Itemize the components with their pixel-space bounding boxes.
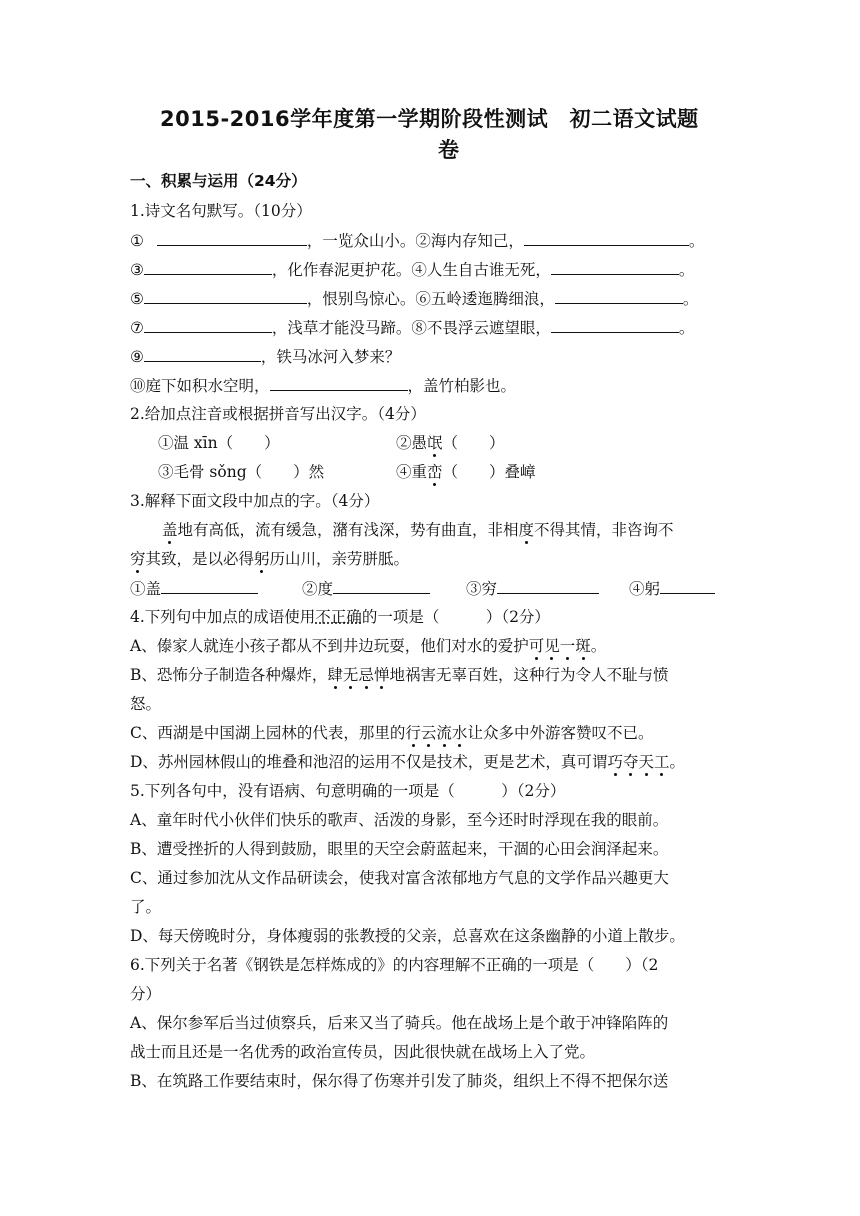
question-5-option-d: D、每天傍晚时分，身体瘦弱的张教授的父亲，总喜欢在这条幽静的小道上散步。 <box>130 927 685 945</box>
question-5-option-c: C、通过参加沈从文作品研读会，使我对富含浓郁地方气息的文学作品兴趣更大 <box>130 869 669 887</box>
text: 地祸害无辜百姓，这种行为令人不耻与愤 <box>389 666 669 684</box>
line-text: ，一览众山小。②海内存知己， <box>306 232 524 250</box>
dotted-char: 躬 <box>254 550 270 568</box>
page-title <box>160 104 750 166</box>
answer-label: ①盖 <box>130 580 162 598</box>
dotted-char: 行 <box>405 724 421 742</box>
dotted-char: 流 <box>436 724 452 742</box>
dotted-char: 夺 <box>622 753 639 771</box>
question-1-line-6 <box>130 374 516 397</box>
dotted-idiom <box>529 637 591 655</box>
title-line-1: 2015-2016学年度第一学期阶段性测试 初二语文试题 <box>160 107 699 131</box>
question-3-answers <box>130 577 715 600</box>
dotted-char: 盖 <box>162 521 178 539</box>
dotted-char: 工 <box>653 753 670 771</box>
question-2-stem: 2.给加点注音或根据拼音写出汉字。（4分） <box>130 405 426 423</box>
dotted-char: 度 <box>518 521 535 539</box>
line-end: 。 <box>682 290 699 308</box>
dotted-char: 穷 <box>130 550 146 568</box>
dotted-idiom <box>607 753 669 771</box>
dotted-char: 无 <box>342 666 359 684</box>
passage-line-1 <box>162 519 674 541</box>
answer-label: ③穷 <box>466 580 498 598</box>
line-text: ，盖竹柏影也。 <box>407 377 517 395</box>
question-3-stem: 3.解释下面文段中加点的字。（4分） <box>130 492 380 510</box>
line-end: 。 <box>688 232 705 250</box>
dotted-char: 氓 <box>427 434 443 452</box>
answer-label: ②度 <box>302 580 334 598</box>
answer-blank[interactable] <box>497 577 599 594</box>
dotted-char: 天 <box>638 753 654 771</box>
line-text: ，铁马冰河入梦来？ <box>260 348 401 366</box>
text: C、西湖是中国湖上园林的代表，那里的 <box>130 724 406 742</box>
dotted-char: 可 <box>528 637 545 655</box>
question-5-option-a: A、童年时代小伙伴们快乐的歌声、活泼的身影，至今还时时浮现在我的眼前。 <box>130 811 669 829</box>
text: 。 <box>669 753 686 771</box>
line-end: 。 <box>678 319 695 337</box>
question-5-option-b: B、遭受挫折的人得到鼓励，眼里的天空会蔚蓝起来，干涸的心田会润泽起来。 <box>130 840 669 858</box>
text: 不得其情，非咨询不 <box>534 521 674 539</box>
question-4-option-c <box>130 722 653 744</box>
text: A、傣家人就连小孩子都从不到井边玩耍，他们对水的爱护 <box>130 637 529 655</box>
question-1-line-5 <box>130 345 400 368</box>
answer-blank[interactable] <box>144 258 272 275</box>
section-heading: 一、积累与运用（24分） <box>130 172 307 190</box>
dotted-char: 斑 <box>575 637 591 655</box>
question-6-option-b: B、在筑路工作要结束时，保尔得了伤寒并引发了肺炎，组织上不得不把保尔送 <box>130 1072 669 1090</box>
text: 的一项是（ ）（2分） <box>361 608 550 626</box>
question-6-stem: 6.下列关于名著《钢铁是怎样炼成的》的内容理解不正确的一项是（ ）（2 <box>130 956 659 974</box>
answer-blank[interactable] <box>161 577 258 594</box>
dotted-idiom <box>405 724 467 742</box>
question-1-line-2 <box>130 258 694 281</box>
question-6-stem-cont: 分） <box>130 985 162 1003</box>
answer-blank[interactable] <box>333 577 430 594</box>
answer-blank[interactable] <box>270 374 408 391</box>
line-end: 。 <box>678 261 695 279</box>
question-6-option-a-cont: 战士而且还是一名优秀的政治宣传员，因此很快就在战场上入了党。 <box>130 1043 596 1061</box>
dotted-idiom <box>327 666 389 684</box>
dotted-char: 水 <box>451 724 468 742</box>
text: B、恐怖分子制造各种爆炸， <box>130 666 328 684</box>
dotted-char: 一 <box>559 637 576 655</box>
text: 。 <box>590 637 607 655</box>
emphasis-text: 不正确 <box>315 608 362 626</box>
text: 历山川，亲劳胼胝。 <box>269 550 410 568</box>
dotted-char: 云 <box>420 724 437 742</box>
answer-blank[interactable] <box>144 345 261 362</box>
dotted-char: 巧 <box>607 753 623 771</box>
text: 让众多中外游客赞叹不已。 <box>467 724 654 742</box>
text: ④重 <box>396 463 428 481</box>
passage-line-2 <box>130 548 409 570</box>
question-2-item-c: ③毛骨 sǒng（ ）然 <box>158 463 325 481</box>
question-5-stem: 5.下列各句中，没有语病、句意明确的一项是（ ）（2分） <box>130 782 566 800</box>
line-text: ，恨别鸟惊心。⑥五岭逶迤腾细浪， <box>306 290 555 308</box>
line-text: ⑩庭下如积水空明， <box>130 377 270 395</box>
question-1-line-1 <box>130 229 704 252</box>
text: （ ）叠嶂 <box>442 463 536 481</box>
dotted-char: 惮 <box>373 666 390 684</box>
answer-blank[interactable] <box>551 316 679 333</box>
answer-blank[interactable] <box>551 258 679 275</box>
question-6-option-a: A、保尔参军后当过侦察兵，后来又当了骑兵。他在战场上是个敢于冲锋陷阵的 <box>130 1014 669 1032</box>
line-text: ，化作春泥更护花。④人生自古谁无死， <box>271 261 551 279</box>
answer-blank[interactable] <box>660 577 715 594</box>
item-number: ⑦ <box>130 319 144 337</box>
answer-blank[interactable] <box>144 287 307 304</box>
answer-blank[interactable] <box>157 229 307 246</box>
answer-label: ④躬 <box>629 580 661 598</box>
dotted-char: 见 <box>544 637 560 655</box>
question-2-item-d <box>396 461 536 483</box>
text: D、苏州园林假山的堆叠和池沼的运用不仅是技术，更是艺术，真可谓 <box>130 753 608 771</box>
question-1-line-3 <box>130 287 698 310</box>
item-number: ⑤ <box>130 290 144 308</box>
question-1-stem: 1.诗文名句默写。（10分） <box>130 202 312 220</box>
question-4-option-d <box>130 751 685 773</box>
question-2-item-b <box>396 432 505 454</box>
dotted-char: 肆 <box>327 666 343 684</box>
answer-blank[interactable] <box>555 287 683 304</box>
text: 地有高低，流有缓急，潴有浅深，势有曲直，非相 <box>177 521 519 539</box>
item-number: ③ <box>130 261 144 279</box>
title-line-2: 卷 <box>438 138 460 162</box>
question-4-option-a <box>130 635 606 657</box>
question-4-option-b-cont: 怒。 <box>130 695 162 713</box>
question-1-line-4 <box>130 316 694 339</box>
question-2-item-a: ①温 xīn（ ） <box>158 434 280 452</box>
text: 其致，是以必得 <box>145 550 255 568</box>
item-number: ① <box>130 232 144 250</box>
item-number: ⑨ <box>130 348 144 366</box>
text: ②愚 <box>396 434 428 452</box>
line-text: ，浅草才能没马蹄。⑧不畏浮云遮望眼， <box>271 319 551 337</box>
text: 4.下列句中加点的成语使用 <box>130 608 316 626</box>
text: （ ） <box>442 434 505 452</box>
question-4-option-b <box>130 664 668 686</box>
answer-blank[interactable] <box>144 316 272 333</box>
dotted-char: 忌 <box>358 666 374 684</box>
question-4-stem <box>130 606 550 628</box>
answer-blank[interactable] <box>524 229 689 246</box>
dotted-char: 峦 <box>427 463 443 481</box>
question-5-option-c-cont: 了。 <box>130 898 162 916</box>
